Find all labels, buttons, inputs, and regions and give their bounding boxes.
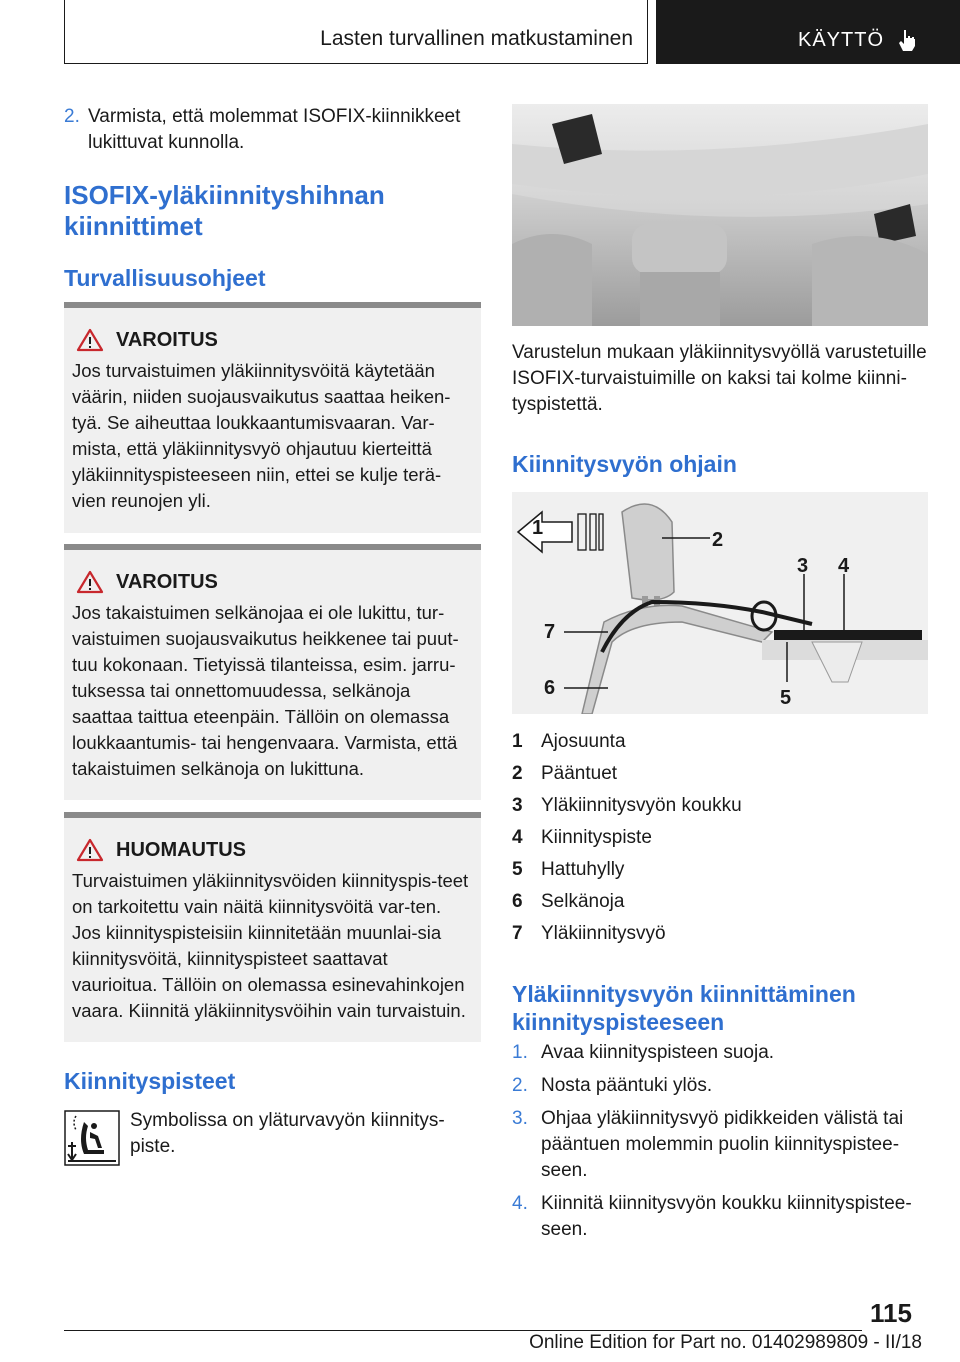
warning-triangle-icon	[76, 838, 104, 862]
attach-steps	[512, 1040, 924, 1243]
diagram-label-4: 4	[838, 555, 850, 577]
warning-box-1	[64, 302, 481, 533]
legend-item	[512, 918, 928, 950]
footer-rule	[64, 1330, 862, 1331]
legend-text: Pääntuet	[541, 763, 618, 784]
step-number: 2.	[64, 106, 80, 127]
legend-number: 3	[512, 795, 523, 816]
diagram-label-2: 2	[712, 529, 724, 551]
diagram-label-5: 5	[780, 687, 792, 709]
legend-item	[512, 822, 928, 854]
diagram-label-6: 6	[544, 677, 556, 699]
legend-number: 6	[512, 891, 523, 912]
diagram-label-1: 1	[532, 517, 544, 539]
header-chapter-tab	[656, 0, 960, 64]
subsection-heading: Turvallisuusohjeet	[64, 265, 266, 291]
legend-text: Selkänoja	[541, 891, 625, 912]
warning-triangle-icon	[76, 570, 104, 594]
warning-triangle-icon	[76, 328, 104, 352]
warning-label: VAROITUS	[116, 328, 218, 351]
legend-text: Hattuhylly	[541, 859, 625, 880]
attach-step	[512, 1073, 924, 1099]
isofix-anchor-symbol-icon	[64, 1110, 120, 1166]
step-text: Ohjaa yläkiinnitysvyö pidikkeiden välistä tai pääntuen molemmin puolin kiinnityspistee-seen.	[541, 1108, 904, 1181]
attach-step	[512, 1040, 924, 1066]
belt-guide-heading: Kiinnitysvyön ohjain	[512, 451, 737, 477]
step-number: 1.	[512, 1042, 528, 1063]
footer-edition	[300, 1332, 922, 1354]
legend-number: 4	[512, 827, 523, 848]
warning-text: Jos turvaistuimen yläkiinnitysvöitä käytetään väärin, niiden suojausvaikutus saattaa heiken-tyä. Se aiheuttaa loukkaantumisvaaran. Var-mista, että yläkiinnitysvyö ohjautuu kierteittä yläkiinnityspisteeseen niin, ettei se kulje terä-vien reunojen yli.	[72, 360, 451, 511]
legend-item	[512, 726, 928, 758]
notice-box	[64, 812, 481, 1042]
attach-step	[512, 1106, 924, 1184]
section-title: Lasten turvallinen matkustaminen	[320, 27, 633, 50]
anchor-points-heading: Kiinnityspisteet	[64, 1068, 236, 1094]
legend-item	[512, 886, 928, 918]
rear-shelf-photo	[512, 104, 928, 326]
page-number: 115	[870, 1298, 912, 1328]
legend-number: 1	[512, 731, 523, 752]
legend-text: Ajosuunta	[541, 731, 626, 752]
header-section-title	[64, 0, 648, 64]
legend-number: 2	[512, 763, 523, 784]
step-text: Nosta pääntuki ylös.	[541, 1075, 713, 1096]
attach-heading: Yläkiinnitysvyön kiinnittäminen kiinnityspisteeseen	[512, 981, 856, 1035]
warning-text: Jos takaistuimen selkänojaa ei ole lukittu, tur-vaistuimen suojausvaikutus heikkenee tai puut-tuu kokonaan. Tietyissä tilanteissa, esim. jarru-tuksessa tai onnettomuudessa, selkänoja saattaa taittua eteenpäin. Tällöin on olemassa loukkaantumis- tai hengenvaara. Varmista, että takaistuimen selkänoja on lukittuna.	[72, 602, 459, 779]
legend-item	[512, 854, 928, 886]
legend-item	[512, 790, 928, 822]
legend-item	[512, 758, 928, 790]
notice-label: HUOMAUTUS	[116, 838, 246, 861]
warning-box-2	[64, 544, 481, 800]
step-number: 2.	[512, 1075, 528, 1096]
legend-text: Kiinnityspiste	[541, 827, 652, 848]
hand-pointer-icon	[896, 28, 918, 52]
diagram-label-7: 7	[544, 621, 556, 643]
legend-number: 7	[512, 923, 523, 944]
section-heading: ISOFIX-yläkiinnityshihnan kiinnittimet	[64, 180, 385, 241]
attach-step	[512, 1191, 924, 1243]
warning-label: VAROITUS	[116, 570, 218, 593]
photo-caption: Varustelun mukaan yläkiinnitysvyöllä varustetuille ISOFIX-turvaistuimille on kaksi tai kolme kiinni-tyspistettä.	[512, 342, 927, 415]
step-text: Varmista, että molemmat ISOFIX-kiinnikkeet lukittuvat kunnolla.	[88, 106, 461, 153]
legend-text: Yläkiinnitysvyön koukku	[541, 795, 742, 816]
step-text: Kiinnitä kiinnitysvyön koukku kiinnityspistee-seen.	[541, 1193, 912, 1240]
step-text: Avaa kiinnityspisteen suoja.	[541, 1042, 775, 1063]
legend-text: Yläkiinnitysvyö	[541, 923, 666, 944]
diagram-label-3: 3	[797, 555, 809, 577]
diagram-legend	[512, 726, 928, 950]
chapter-title: KÄYTTÖ	[797, 29, 884, 51]
edition-text: Online Edition for Part no. 01402989809 - II/18	[529, 1332, 922, 1353]
step-number: 4.	[512, 1193, 528, 1214]
belt-guide-diagram	[512, 492, 928, 714]
step-number: 3.	[512, 1108, 528, 1129]
anchor-points-text: Symbolissa on yläturvavyön kiinnitys-piste.	[130, 1110, 445, 1157]
step-2	[64, 104, 484, 156]
notice-text: Turvaistuimen yläkiinnitysvöiden kiinnityspis-teet on tarkoitettu vain näitä kiinnitysvöitä var-ten. Jos kiinnityspisteisiin kiinnitetään muunlai-sia kiinnitysvöitä, kiinnityspisteet saattavat vaurioitua. Tällöin on olemassa esinevahinkojen vaara. Kiinnitä yläkiinnitysvöihin vain turvaistuin.	[72, 870, 469, 1021]
legend-number: 5	[512, 859, 523, 880]
